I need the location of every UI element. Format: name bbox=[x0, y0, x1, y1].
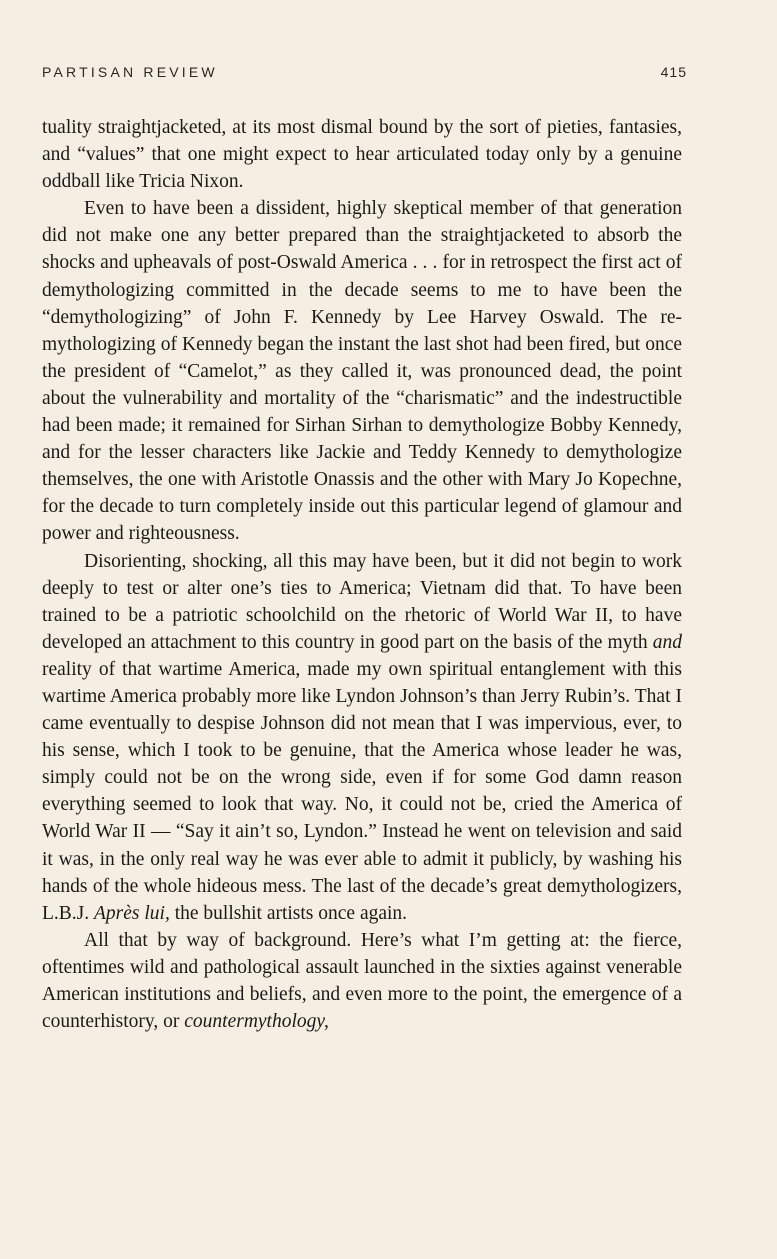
paragraph-text: tuality straightjacketed, at its most dismal bound by the sort of pieties, fantasies, and “values” that one might expect to hear articulated today only by a genuine oddball like Tricia Nixon. bbox=[42, 117, 682, 193]
running-title: PARTISAN REVIEW bbox=[42, 64, 218, 80]
page-number: 415 bbox=[660, 64, 687, 80]
paragraph bbox=[42, 927, 682, 1035]
italic-emphasis: countermythology, bbox=[184, 1011, 329, 1033]
paragraph-text: All that by way of background. Here’s what I’m getting at: the fierce, oftentimes wild and pathological assault launched in the sixties against venerable American institutions and beliefs, and even more to the point, the emergence of a counterhistory, or bbox=[42, 929, 682, 1033]
paragraph bbox=[42, 195, 682, 547]
paragraph-text: reality of that wartime America, made my own spiritual entanglement with this wartime America probably more like Lyndon Johnson’s than Jerry Rubin’s. That I came eventually to despise Johnson did not mean that I was impervious, ever, to his sense, which I took to be genuine, that the America whose leader he was, simply could not be on the wrong side, even if for some God damn reason everything seemed to look that way. No, it could not be, cried the America of World War II — “Say it ain’t so, Lyndon.” Instead he went on television and said it was, in the only real way he was ever able to admit it publicly, by washing his hands of the whole hideous mess. The last of the decade’s great demythologizers, L.B.J. bbox=[42, 658, 682, 924]
italic-emphasis: Après lui, bbox=[94, 902, 170, 924]
paragraph-text: the bullshit artists once again. bbox=[169, 902, 408, 924]
body-text bbox=[42, 114, 682, 1035]
paragraph-text: Even to have been a dissident, highly skeptical member of that generation did not make one any better prepared than the straightjacketed to absorb the shocks and upheavals of post-Oswald America . . . for in retrospect the first act of demythologizing committed in the decade seems to me to have been the “demythologizing” of John F. Kennedy by Lee Harvey Oswald. The re-mythologizing of Kennedy began the instant the last shot had been fired, but once the president of “Camelot,” as they called it, was pronounced dead, the point about the vulnerability and mortality of the “charismatic” and the indestructible had been made; it remained for Sirhan Sirhan to demythologize Bobby Kennedy, and for the lesser characters like Jackie and Teddy Kennedy to demythologize themselves, the one with Aristotle Onassis and the other with Mary Jo Kopechne, for the decade to turn completely inside out this particular legend of glamour and power and righteousness. bbox=[42, 198, 682, 545]
page-header bbox=[42, 64, 687, 86]
italic-emphasis: and bbox=[652, 631, 682, 653]
paragraph bbox=[42, 548, 682, 927]
paragraph-continued bbox=[42, 114, 682, 195]
paragraph-text: Disorienting, shocking, all this may have been, but it did not begin to work deeply to test or alter one’s ties to America; Vietnam did that. To have been trained to be a patriotic schoolchild on the rhetoric of World War II, to have developed an attachment to this country in good part on the basis of the myth bbox=[42, 550, 682, 653]
